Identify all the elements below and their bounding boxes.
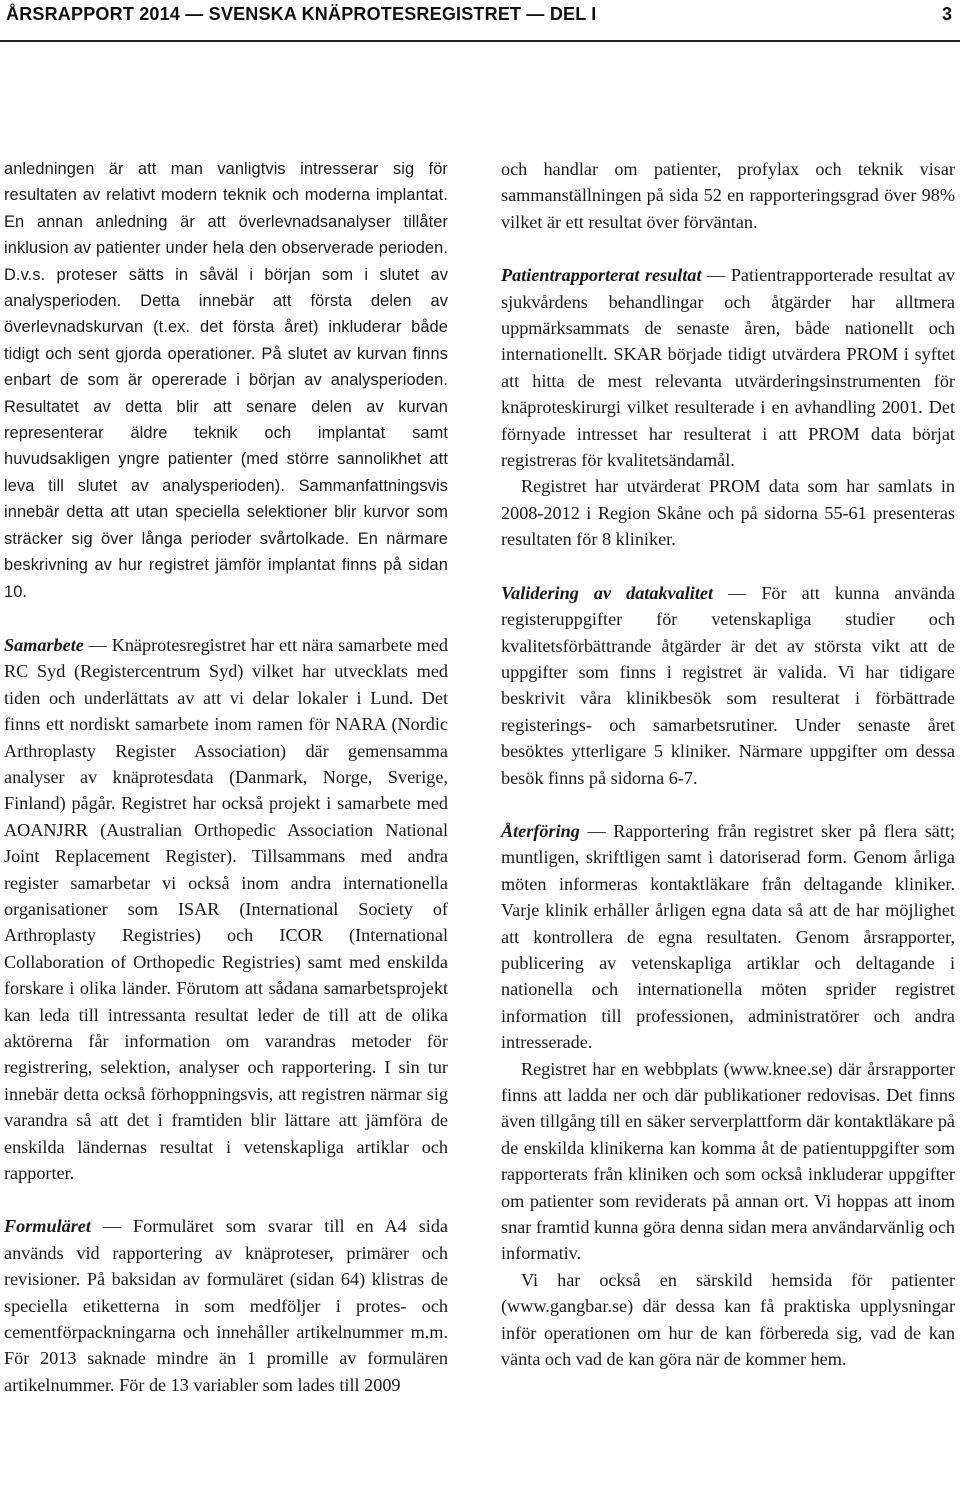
paragraph-validation	[501, 580, 955, 791]
text-validation: — För att kunna använda registeruppgifter för vetenskapliga studier och kvalitetsförbättrande åtgärder är det av största vikt att de uppgifter som finns i registret är valida. Vi har tidigare beskrivit våra klinikbesök som resulterat i förbättrade registerings- och samarbetsrutiner. Under senaste året besöktes ytterligare 5 kliniker. Närmare uppgifter om dessa besök finns på sidorna 6-7.	[501, 582, 955, 788]
text-aterforing: — Rapportering från registret sker på flera sätt; muntligen, skriftligen samt i datoriserad form. Genom årliga möten informeras kontaktläkare från deltagande kliniker. Varje klinik erhåller årligen egna data så att de har möjlighet att kontrollera de egna resultaten. Genom årsrapporter, publicering av vetenskapliga artiklar och deltagande i nationella och internationella möten sprider registret information till professionen, administratörer och andra intresserade.	[501, 820, 955, 1053]
text-prom: — Patientrapporterade resultat av sjukvårdens behandlingar och åtgärder har alltmera uppmärksammats de senaste åren, både nationellt och internationellt. SKAR började tidigt utvärdera PROM i syftet att hitta de mest relevanta utvärderingsinstrumenten för knäproteskirurgi vilket resulterade i en avhandling 2001. Det förnyade intresset har resulterat i att PROM data börjat registreras för kvalitetsändamål.	[501, 265, 955, 471]
paragraph-prom	[501, 262, 955, 473]
paragraph-patient-website: Vi har också en särskild hemsida för patienter (www.gangbar.se) där dessa kan få praktiska upplysningar inför operationen om hur de kan förbereda sig, vad de kan vänta och vad de kan göra när de kommer hem.	[501, 1269, 955, 1370]
paragraph-website: Registret har en webbplats (www.knee.se) där årsrapporter finns att ladda ner och där publikationer redovisas. Det finns även tillgång till en säker serverplattform där kontaktläkare på de enskilda klinikerna kan komma åt de patientuppgifter som rapporterats från kliniken och som också inkluderar uppgifter om patienter som reviderats på annan ort. Vi hoppas att inom snar framtid kunna göra denna sidan mera användarvänlig och informativ.	[501, 1058, 955, 1264]
paragraph-prom-results: Registret har utvärderat PROM data som har samlats in 2008-2012 i Region Skåne och på sidorna 55-61 presenteras resultaten för 8 kliniker.	[501, 476, 955, 550]
text-samarbete: — Knäprotesregistret har ett nära samarbete med RC Syd (Registercentrum Syd) vilket har utvecklats med tiden och underlättats av att vi delar lokaler i Lund. Det finns ett nordiskt samarbete inom ramen för NARA (Nordic Arthroplasty Register Association) där gemensamma analyser av knäprotesdata (Danmark, Norge, Sverige, Finland) pågår. Registret har också projekt i samarbete med AOANJRR (Australian Orthopedic Association National Joint Replacement Register). Tillsammans med andra register samarbetar vi också inom andra internationella organisationer som ISAR (International Society of Arthroplasty Registries) och ICOR (International Collaboration of Orthopedic Registries) samt med enskilda forskare i olika länder. Förutom att sådana samarbetsprojekt kan leda till intressanta resultat leder de till att de olika aktörerna får information om varandras metoder för registrering, selektion, analyser och rapportering. I sin tur innebär detta också förhoppningsvis, att registren närmar sig varandra så att det i framtiden blir lättare att jämföra de enskilda ländernas resultat i vetenskapliga artiklar och rapporter.	[4, 634, 448, 1184]
heading-prom: Patientrapporterat resultat	[501, 265, 702, 286]
paragraph-survival-analysis: anledningen är att man vanligtvis intresserar sig för resultaten av relativt modern teknik och moderna implantat. En annan anledning är att överlevnadsanalyser tillåter inklusion av patienter under hela den observerade perioden. D.v.s. proteser sätts in såväl i början som i slutet av analysperioden. Detta innebär att första delen av överlevnadskurvan (t.ex. det första året) inkluderar både tidigt och sent gjorda operationer. På slutet av kurvan finns enbart de som är opererade i början av analysperioden. Resultatet av detta blir att senare delen av kurvan representerar äldre teknik och implantat samt huvudsakligen yngre patienter (med större sannolikhet att leva till slutet av analysperioden). Sammanfattningsvis innebär detta att utan speciella selektioner blir kurvor som sträcker sig över långa perioder svårtolkade. En närmare beskrivning av hur registret jämför implantat finns på sidan 10.	[4, 160, 448, 601]
page-number: 3	[941, 4, 952, 24]
heading-validation: Validering av datakvalitet	[501, 582, 713, 603]
paragraph-samarbete	[4, 632, 448, 1187]
heading-formularet: Formuläret	[4, 1216, 91, 1237]
heading-aterforing: Återföring	[501, 820, 580, 841]
text-formularet: — Formuläret som svarar till en A4 sida används vid rapportering av knäproteser, primärer och revisioner. På baksidan av formuläret (sidan 64) klistras de speciella etiketterna in som medföljer i protes- och cementförpackningarna och innehåller artikelnummer m.m. För 2013 saknade mindre än 1 promille av formulären artikelnummer. För de 13 variabler som lades till 2009	[4, 1216, 448, 1395]
paragraph-formularet	[4, 1213, 448, 1398]
left-column	[4, 156, 448, 1398]
page-header	[0, 0, 960, 42]
heading-samarbete: Samarbete	[4, 634, 84, 655]
paragraph-reporting-rate: och handlar om patienter, profylax och teknik visar sammanställningen på sida 52 en rapporteringsgrad över 98% vilket är ett resultat över förväntan.	[501, 159, 955, 232]
right-column	[501, 156, 955, 1372]
report-title: ÅRSRAPPORT 2014 — SVENSKA KNÄPROTESREGISTRET — DEL I	[6, 4, 597, 24]
paragraph-aterforing	[501, 818, 955, 1056]
